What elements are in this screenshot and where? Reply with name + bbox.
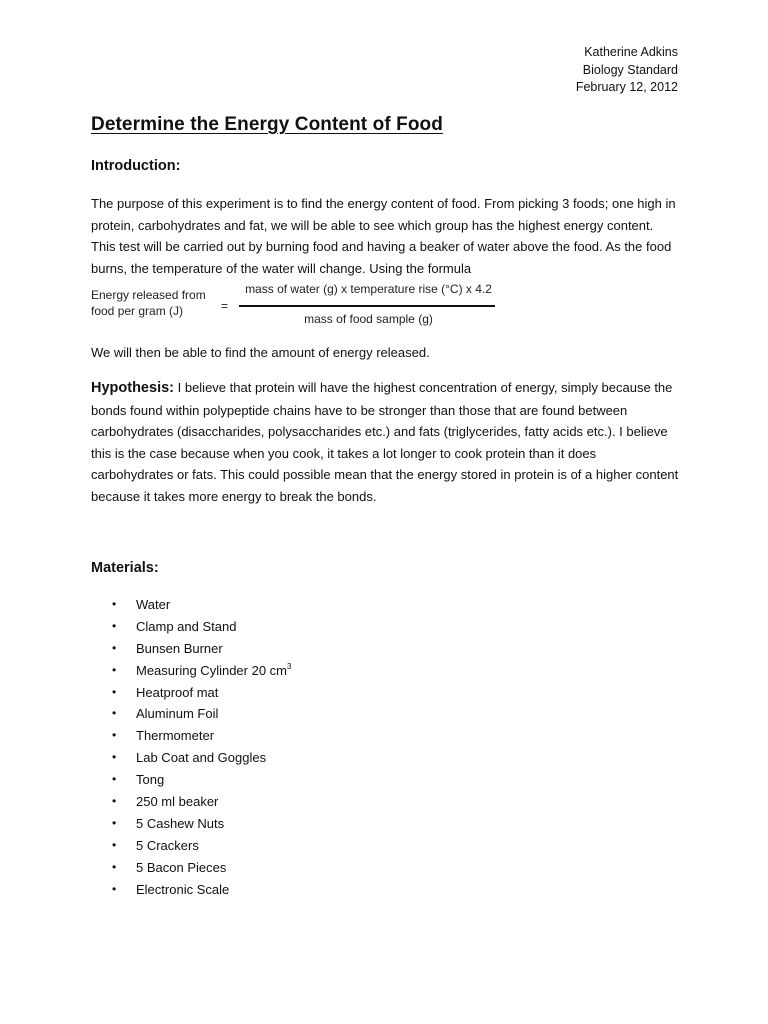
hypothesis-text: I believe that protein will have the highest concentration of energy, simply because the bonds found within polypeptide chains have to be stronger than those that are found between carbohydrates (disaccharides, polysaccharides etc.) and fats (triglycerides, fatty acids etc.). I believe this is the case because when you cook, it takes a lot longer to cook protein than it does carbohydrates or fats. This could possible mean that the energy stored in protein is of a higher content because it takes more energy to break the bonds. — [91, 380, 679, 504]
formula-lhs-line2: food per gram (J) — [91, 304, 184, 318]
list-item: • Thermometer — [108, 725, 291, 747]
document-title: Determine the Energy Content of Food — [91, 114, 443, 135]
list-item: • Bunsen Burner — [108, 638, 291, 660]
introduction-conclusion: We will then be able to find the amount of energy released. — [91, 345, 430, 360]
introduction-paragraph: The purpose of this experiment is to find the energy content of food. From picking 3 foods; one high in protein, carbohydrates and fat, we will be able to see which group has the highest energy content. This test will be carried out by burning food and having a beaker of water above the food. As the food burns, the temperature of the water will change. Using the formula — [91, 196, 676, 276]
bullet-icon: • — [112, 728, 117, 743]
list-item: • Measuring Cylinder 20 $cm^3$ — [108, 660, 291, 682]
author-header — [576, 44, 678, 97]
list-item: • Electronic Scale — [108, 879, 291, 901]
cubic-superscript: 3 — [287, 661, 292, 671]
hypothesis-label: Hypothesis: — [91, 380, 174, 396]
bullet-icon: • — [112, 640, 117, 655]
list-item: • Water — [108, 594, 291, 616]
formula-denominator: mass of food sample (g) — [304, 312, 433, 326]
materials-list — [108, 594, 291, 900]
bullet-icon: • — [112, 750, 117, 765]
list-item: • 250 ml beaker — [108, 791, 291, 813]
bullet-icon: • — [112, 859, 117, 874]
bullet-icon: • — [112, 837, 117, 852]
list-item: • Heatproof mat — [108, 682, 291, 704]
bullet-icon: • — [112, 706, 117, 721]
bullet-icon: • — [112, 618, 117, 633]
formula-lhs-line1: Energy released from — [91, 288, 206, 302]
list-item: • 5 Cashew Nuts — [108, 813, 291, 835]
bullet-icon: • — [112, 815, 117, 830]
list-item: • Lab Coat and Goggles — [108, 747, 291, 769]
bullet-icon: • — [112, 684, 117, 699]
list-item: • Tong — [108, 769, 291, 791]
formula-left-side — [91, 287, 221, 319]
bullet-icon: • — [112, 662, 117, 677]
bullet-icon: • — [112, 597, 117, 611]
hypothesis-paragraph — [91, 377, 681, 508]
list-item: • Aluminum Foil — [108, 703, 291, 725]
list-item: • 5 Crackers — [108, 835, 291, 857]
course-name: Biology Standard — [582, 62, 678, 77]
document-date: February 12, 2012 — [575, 80, 678, 94]
formula-equals-sign: = — [221, 299, 229, 313]
introduction-heading: Introduction: — [91, 158, 181, 174]
energy-formula — [91, 282, 511, 332]
list-item: • Clamp and Stand — [108, 616, 291, 638]
formula-fraction-bar — [239, 305, 495, 307]
bullet-icon: • — [112, 794, 117, 809]
formula-numerator: mass of water (g) x temperature rise (°C) x 4.2 — [245, 282, 492, 296]
author-name: Katherine Adkins — [584, 45, 678, 59]
bullet-icon: • — [112, 881, 117, 896]
list-item: • 5 Bacon Pieces — [108, 857, 291, 879]
materials-heading: Materials: — [91, 560, 159, 576]
bullet-icon: • — [112, 772, 117, 787]
